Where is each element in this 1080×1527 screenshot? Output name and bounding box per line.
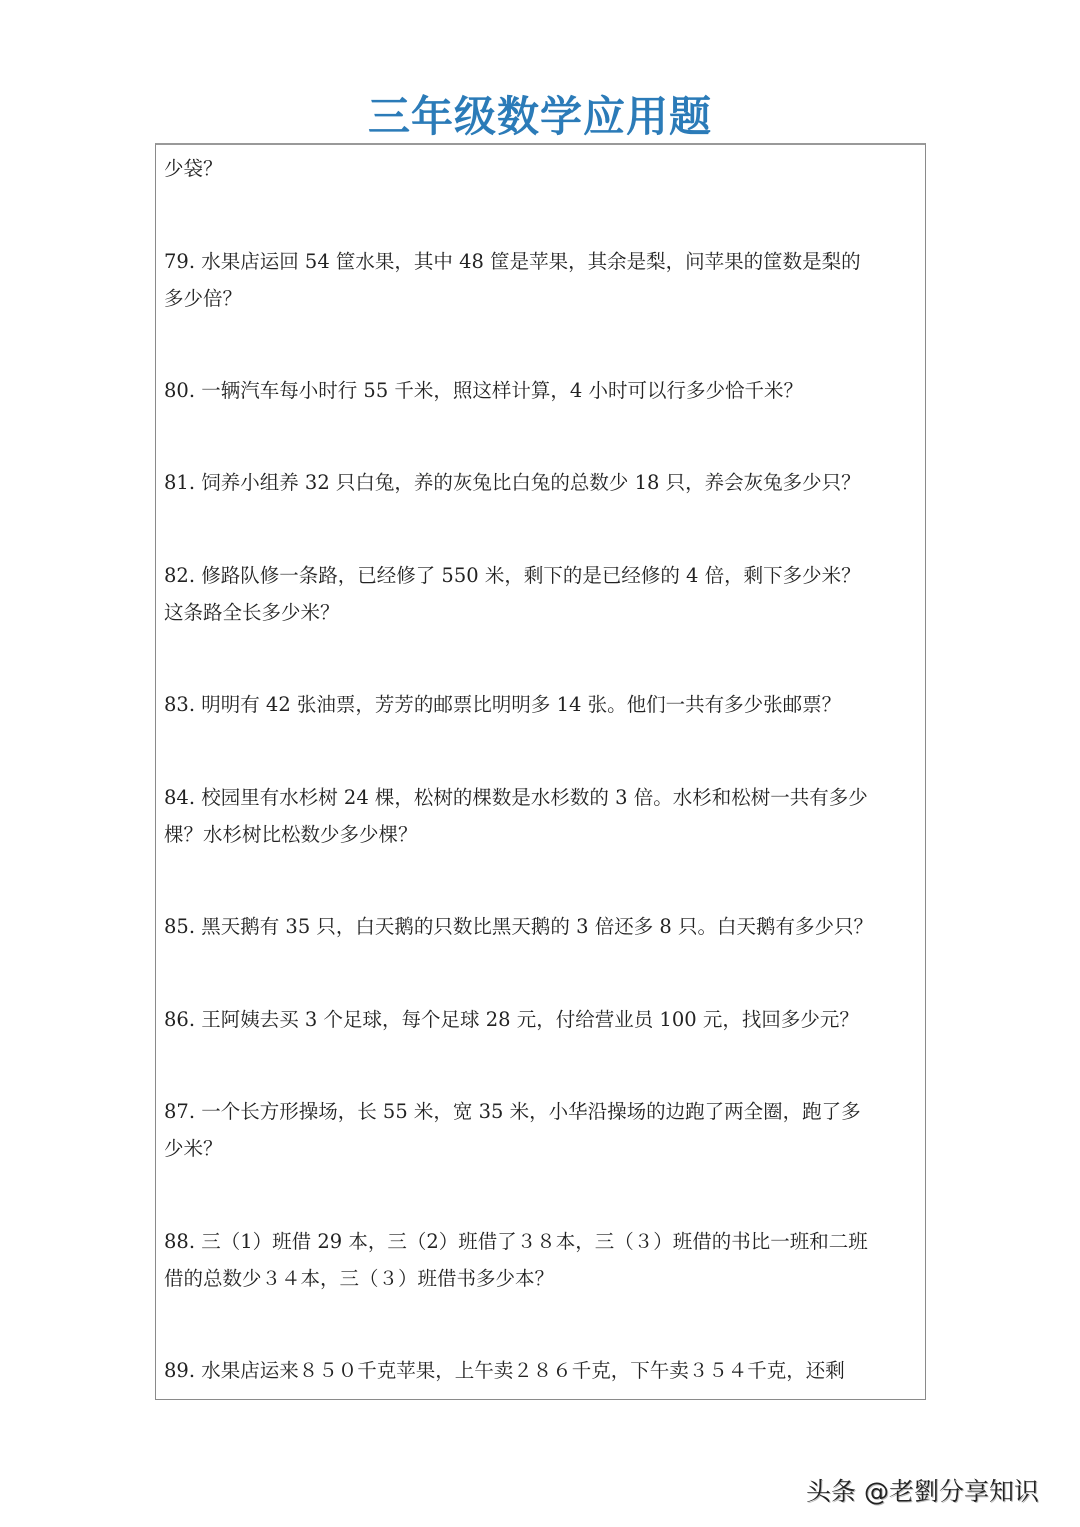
line: 81. 饲养小组养 32 只白兔，养的灰兔比白兔的总数少 18 只，养会灰兔多少只？ <box>164 471 861 494</box>
line: 借的总数少３４本，三（３）班借书多少本？ <box>164 1267 555 1290</box>
line: 少袋？ <box>164 157 223 180</box>
problem-83 <box>164 686 924 723</box>
problem-87 <box>164 1093 924 1167</box>
problem-box <box>155 143 926 1400</box>
line: 87. 一个长方形操场，长 55 米，宽 35 米，小华沿操场的边跑了两全圈，跑了多 <box>164 1100 861 1123</box>
line: 多少倍？ <box>164 287 243 310</box>
line: 84. 校园里有水杉树 24 棵，松树的棵数是水杉数的 3 倍。水杉和松树一共有多少 <box>164 786 868 809</box>
line: 这条路全长多少米？ <box>164 601 340 624</box>
line: 89. 水果店运来８５０千克苹果，上午卖２８６千克，下午卖３５４千克，还剩 <box>164 1359 845 1382</box>
line: 85. 黑天鹅有 35 只，白天鹅的只数比黑天鹅的 3 倍还多 8 只。白天鹅有多少只？ <box>164 915 874 938</box>
page-title: 三年级数学应用题 <box>367 92 712 141</box>
line: 82. 修路队修一条路，已经修了 550 米，剩下的是已经修的 4 倍，剩下多少米？ <box>164 564 861 587</box>
problem-84 <box>164 779 924 853</box>
line: 棵？水杉树比松数少多少棵？ <box>164 823 418 846</box>
line: 83. 明明有 42 张油票，芳芳的邮票比明明多 14 张。他们一共有多少张邮票？ <box>164 693 842 716</box>
problem-79 <box>164 243 924 317</box>
problem-88 <box>164 1223 924 1297</box>
watermark: 头条 @老劉分享知识 <box>806 1477 1039 1506</box>
problem-78-tail <box>164 150 924 187</box>
line: 少米？ <box>164 1137 223 1160</box>
problem-86 <box>164 1001 924 1038</box>
problem-82 <box>164 557 924 631</box>
problem-89 <box>164 1352 924 1389</box>
line: 86. 王阿姨去买 3 个足球，每个足球 28 元，付给营业员 100 元，找回多少元？ <box>164 1008 859 1031</box>
line: 79. 水果店运回 54 筐水果，其中 48 筐是苹果，其余是梨，问苹果的筐数是梨的 <box>164 250 861 273</box>
line: 88. 三（1）班借 29 本，三（2）班借了３８本，三（３）班借的书比一班和二班 <box>164 1230 868 1253</box>
line: 80. 一辆汽车每小时行 55 千米，照这样计算，4 小时可以行多少恰千米？ <box>164 379 804 402</box>
problem-80 <box>164 372 924 409</box>
problem-81 <box>164 464 924 501</box>
problem-85 <box>164 908 924 945</box>
